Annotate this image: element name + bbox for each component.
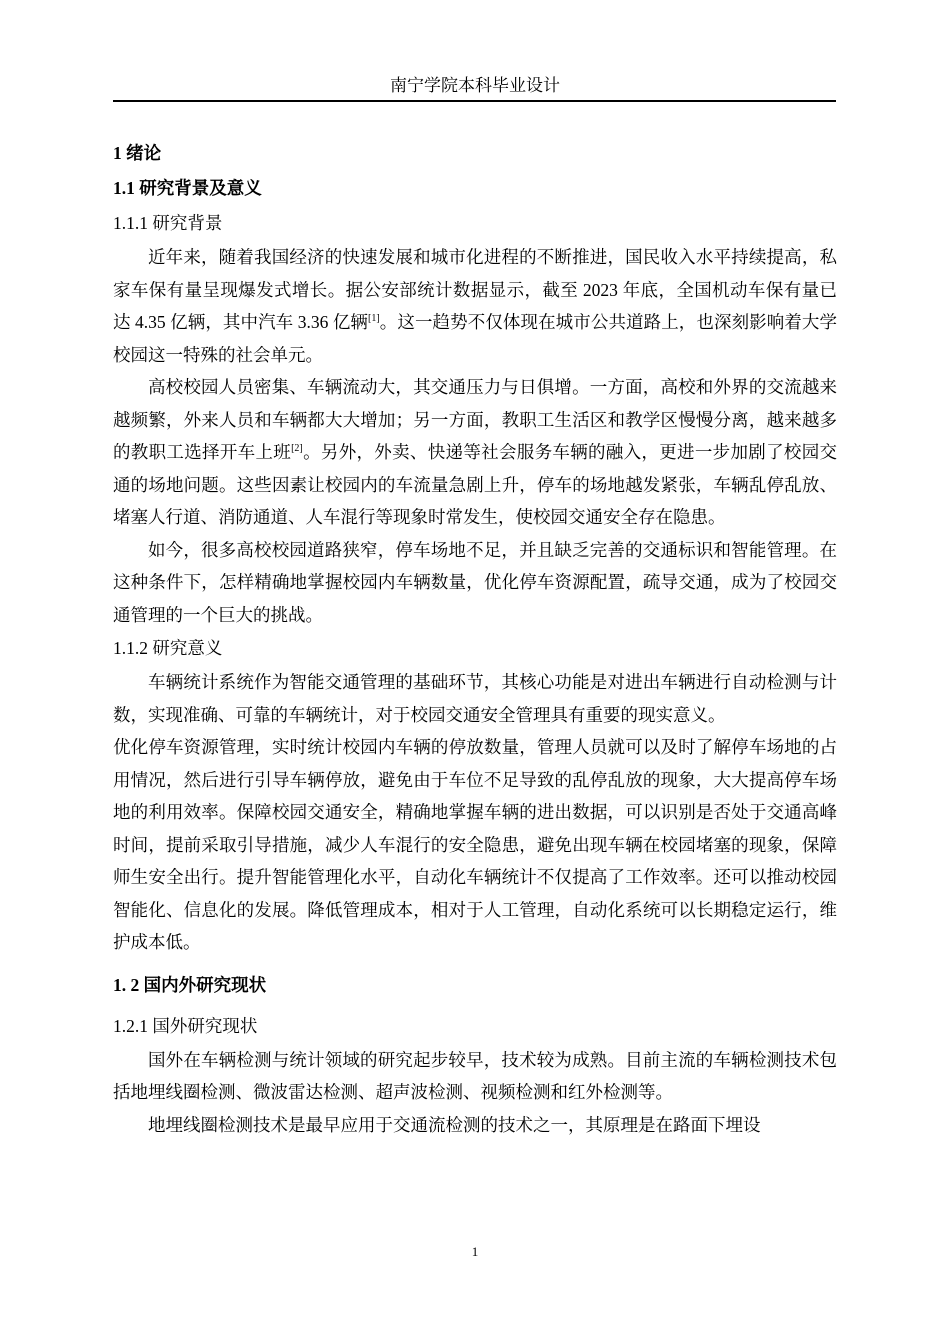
section-title-1-2: 1. 2 国内外研究现状	[113, 974, 267, 995]
header-divider	[113, 100, 836, 102]
paragraph-background-2	[113, 371, 837, 534]
paragraph-text: 高校校园人员密集、车辆流动大，其交通压力与日俱增。一方面，高校和外界的交流越来越频繁，外来人员和车辆都大大增加；另一方面，教职工生活区和教学区慢慢分离，越来越多的教职工选择开车上班	[113, 377, 837, 462]
subsection-title-1-1-2: 1.1.2 研究意义	[113, 638, 223, 658]
running-header: 南宁学院本科毕业设计	[390, 76, 560, 95]
paragraph-significance-2: 优化停车资源管理，实时统计校园内车辆的停放数量，管理人员就可以及时了解停车场地的占用情况，然后进行引导车辆停放，避免由于车位不足导致的乱停乱放的现象，大大提高停车场地的利用效率。保障校园交通安全，精确地掌握车辆的进出数据，可以识别是否处于交通高峰时间，提前采取引导措施，减少人车混行的安全隐患，避免出现车辆在校园堵塞的现象，保障师生安全出行。提升智能管理化水平，自动化车辆统计不仅提高了工作效率。还可以推动校园智能化、信息化的发展。降低管理成本，相对于人工管理，自动化系统可以长期稳定运行，维护成本低。	[113, 737, 837, 952]
paragraph-background-3: 如今，很多高校校园道路狭窄，停车场地不足，并且缺乏完善的交通标识和智能管理。在这种条件下，怎样精确地掌握校园内车辆数量，优化停车资源配置，疏导交通，成为了校园交通管理的一个巨大的挑战。	[113, 539, 837, 625]
citation-ref-2[interactable]: [2]	[291, 443, 303, 454]
page-number: 1	[471, 1244, 479, 1259]
subsection-title-1-2-1: 1.2.1 国外研究现状	[113, 1015, 258, 1036]
paragraph-significance-1: 车辆统计系统作为智能交通管理的基础环节，其核心功能是对进出车辆进行自动检测与计数，实现准确、可靠的车辆统计，对于校园交通安全管理具有重要的现实意义。	[113, 672, 837, 725]
paragraph-text: 。这一趋势不仅体现在城市公共道路上，也深刻影响着大学校园这一特殊的社会单元。	[113, 312, 838, 365]
paragraph-background-1	[113, 241, 837, 371]
subsection-title-1-1-1: 1.1.1 研究背景	[113, 213, 223, 233]
section-title-1-1: 1.1 研究背景及意义	[113, 178, 262, 198]
page-body	[113, 136, 837, 1141]
paragraph-foreign-research-1: 国外在车辆检测与统计领域的研究起步较早，技术较为成熟。目前主流的车辆检测技术包括地埋线圈检测、微波雷达检测、超声波检测、视频检测和红外检测等。	[113, 1049, 837, 1102]
paragraph-foreign-research-2: 地埋线圈检测技术是最早应用于交通流检测的技术之一，其原理是在路面下埋设	[148, 1114, 761, 1135]
chapter-title: 1 绪论	[113, 143, 162, 163]
citation-ref-1[interactable]: [1]	[368, 313, 380, 324]
paragraph-text: 。另外，外卖、快递等社会服务车辆的融入，更进一步加剧了校园交通的场地问题。这些因素让校园内的车流量急剧上升，停车的场地越发紧张，车辆乱停乱放、堵塞人行道、消防通道、人车混行等现象时常发生，使校园交通安全存在隐患。	[113, 442, 838, 527]
paragraph-text: 近年来，随着我国经济的快速发展和城市化进程的不断推进，国民收入水平持续提高，私家车保有量呈现爆发式增长。据公安部统计数据显示，截至 2023 年底，全国机动车保有量已达 4.35 亿辆，其中汽车 3.36 亿辆	[113, 247, 837, 332]
